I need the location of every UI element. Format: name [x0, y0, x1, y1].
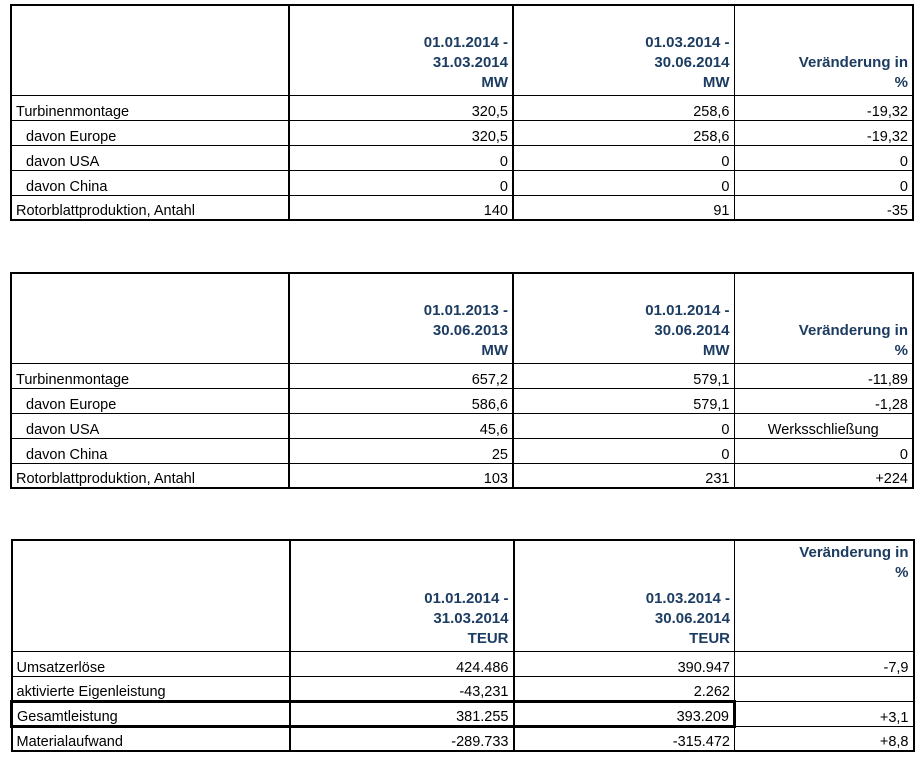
cell-period1-value: 320,5 — [289, 120, 513, 145]
cell-period2-value: 390.947 — [514, 651, 735, 676]
cell-period1-value: 381.255 — [290, 701, 514, 726]
cell-change-value: -7,9 — [735, 651, 914, 676]
cell-period2-value: 0 — [513, 413, 734, 438]
row-label: aktivierte Eigenleistung — [12, 676, 290, 701]
header-date-from: 01.03.2014 - — [645, 33, 730, 51]
table-row — [12, 676, 914, 701]
header-cell-period1 — [290, 540, 514, 651]
header-cell-period1 — [289, 273, 513, 363]
cell-period2-value: 0 — [513, 170, 734, 195]
cell-period2-value: 91 — [513, 195, 734, 220]
header-cell-change — [734, 273, 913, 363]
header-unit: MW — [481, 73, 508, 91]
cell-period2-value: 0 — [513, 438, 734, 463]
header-unit: TEUR — [689, 629, 730, 647]
cell-period1-value: 424.486 — [290, 651, 514, 676]
cell-period1-value: 0 — [289, 145, 513, 170]
table-row — [11, 195, 913, 220]
header-change-title: Veränderung in — [798, 53, 908, 71]
table-header-row — [11, 273, 913, 363]
header-date-to: 30.06.2014 — [654, 609, 730, 627]
header-lines — [294, 33, 508, 93]
cell-change-value — [735, 676, 914, 701]
header-cell-label — [11, 273, 289, 363]
header-cell-period2 — [513, 273, 734, 363]
header-unit: MW — [702, 73, 730, 91]
row-label: Rotorblattproduktion, Antahl — [11, 463, 289, 488]
header-cell-period2 — [513, 5, 734, 95]
row-label: Turbinenmontage — [11, 95, 289, 120]
table-row — [11, 438, 913, 463]
table-row — [11, 363, 913, 388]
cell-period2-value: 258,6 — [513, 95, 734, 120]
header-unit: MW — [481, 341, 508, 359]
cell-period1-value: 45,6 — [289, 413, 513, 438]
table-header-row — [11, 5, 913, 95]
row-label: Rotorblattproduktion, Antahl — [11, 195, 289, 220]
table-row — [11, 170, 913, 195]
row-label: Umsatzerlöse — [12, 651, 290, 676]
cell-period2-value: -315.472 — [514, 726, 735, 751]
row-label: Gesamtleistung — [12, 701, 290, 726]
header-change-unit: % — [895, 564, 909, 581]
header-date-from: 01.03.2014 - — [645, 589, 730, 607]
cell-period1-value: 0 — [289, 170, 513, 195]
table-row — [12, 651, 914, 676]
header-lines — [739, 53, 909, 93]
header-unit: MW — [702, 341, 730, 359]
cell-change-value: Werksschließung — [734, 413, 913, 438]
cell-change-value: 0 — [734, 438, 913, 463]
header-date-to: 31.03.2014 — [432, 53, 508, 71]
cell-change-value: -19,32 — [734, 120, 913, 145]
table-row — [11, 145, 913, 170]
cell-period1-value: 103 — [289, 463, 513, 488]
row-label: Turbinenmontage — [11, 363, 289, 388]
cell-period2-value: 393.209 — [514, 701, 735, 726]
cell-period2-value: 2.262 — [514, 676, 735, 701]
cell-period2-value: 258,6 — [513, 120, 734, 145]
cell-change-value: -1,28 — [734, 388, 913, 413]
row-label: davon Europe — [11, 120, 289, 145]
header-change-title: Veränderung in — [798, 321, 908, 339]
row-label: davon USA — [11, 413, 289, 438]
header-lines — [739, 321, 909, 361]
cell-change-value: -35 — [734, 195, 913, 220]
cell-change-value: -19,32 — [734, 95, 913, 120]
header-lines — [518, 301, 730, 361]
header-date-from: 01.01.2013 - — [423, 301, 508, 319]
table-row — [12, 726, 914, 751]
header-date-to: 30.06.2014 — [654, 53, 730, 71]
cell-period1-value: 586,6 — [289, 388, 513, 413]
cell-period1-value: 25 — [289, 438, 513, 463]
header-cell-period2 — [514, 540, 735, 651]
cell-change-value: 0 — [734, 145, 913, 170]
cell-period1-value: -43,231 — [290, 676, 514, 701]
cell-period2-value: 579,1 — [513, 388, 734, 413]
header-lines — [294, 301, 508, 361]
header-lines — [519, 589, 731, 649]
header-change-title: Veränderung in — [799, 544, 909, 561]
table-row — [11, 95, 913, 120]
header-cell-period1 — [289, 5, 513, 95]
table-row — [11, 120, 913, 145]
cell-change-value: +3,1 — [735, 701, 914, 726]
header-change-unit: % — [894, 73, 908, 91]
cell-period2-value: 579,1 — [513, 363, 734, 388]
table-mw-q1-q2-2014 — [10, 4, 914, 221]
row-label: Materialaufwand — [12, 726, 290, 751]
table-header-row — [12, 540, 914, 651]
header-lines — [295, 589, 509, 649]
cell-change-value: +224 — [734, 463, 913, 488]
row-label: davon USA — [11, 145, 289, 170]
header-date-from: 01.01.2014 - — [423, 33, 508, 51]
header-cell-label — [11, 5, 289, 95]
table-mw-h1-2013-vs-2014 — [10, 272, 914, 489]
cell-period1-value: 320,5 — [289, 95, 513, 120]
table-row — [11, 388, 913, 413]
header-cell-label — [12, 540, 290, 651]
row-label: davon China — [11, 438, 289, 463]
header-cell-change — [735, 540, 914, 651]
table-row — [12, 701, 914, 726]
header-unit: TEUR — [467, 629, 509, 647]
header-date-to: 31.03.2014 — [433, 609, 509, 627]
header-cell-change — [734, 5, 913, 95]
table-teur-q1-q2-2014 — [10, 539, 915, 752]
header-lines — [518, 33, 730, 93]
cell-period1-value: 140 — [289, 195, 513, 220]
header-date-from: 01.01.2014 - — [424, 589, 509, 607]
header-date-to: 30.06.2014 — [654, 321, 730, 339]
header-date-to: 30.06.2013 — [432, 321, 508, 339]
table-row — [11, 463, 913, 488]
cell-change-value: 0 — [734, 170, 913, 195]
header-date-from: 01.01.2014 - — [645, 301, 730, 319]
cell-period2-value: 231 — [513, 463, 734, 488]
table-row — [11, 413, 913, 438]
row-label: davon Europe — [11, 388, 289, 413]
header-change-unit: % — [894, 341, 908, 359]
row-label: davon China — [11, 170, 289, 195]
cell-period1-value: -289.733 — [290, 726, 514, 751]
cell-change-value: +8,8 — [735, 726, 914, 751]
cell-period2-value: 0 — [513, 145, 734, 170]
cell-period1-value: 657,2 — [289, 363, 513, 388]
cell-change-value: -11,89 — [734, 363, 913, 388]
header-lines — [739, 543, 909, 583]
